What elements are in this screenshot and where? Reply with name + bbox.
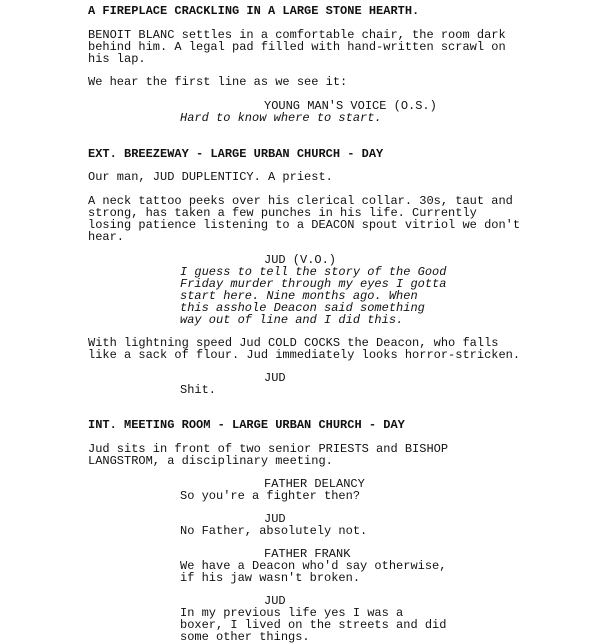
character-cue-jud: JUD [264, 594, 286, 608]
dialogue-line: We have a Deacon who'd say otherwise, [180, 559, 447, 573]
scene-heading-meeting-room: INT. MEETING ROOM - LARGE URBAN CHURCH - DAY [88, 418, 405, 432]
dialogue-line: boxer, I lived on the streets and did [180, 618, 447, 632]
action-line: losing patience listening to a DEACON spout vitriol we don't [88, 218, 521, 232]
scene-heading-breezeway: EXT. BREEZEWAY - LARGE URBAN CHURCH - DAY [88, 147, 384, 161]
action-line: behind him. A legal pad filled with hand-written scrawl on [88, 40, 506, 54]
character-cue-jud-vo: JUD (V.O.) [264, 253, 337, 267]
dialogue-line: So you're a fighter then? [180, 489, 361, 503]
action-line: LANGSTROM, a disciplinary meeting. [88, 454, 333, 468]
character-cue-jud: JUD [264, 512, 286, 526]
action-line: strong, has taken a few punches in his life. Currently [88, 206, 477, 220]
dialogue-line: Hard to know where to start. [180, 111, 382, 125]
dialogue-line: I guess to tell the story of the Good [180, 265, 447, 279]
character-cue-father-delancy: FATHER DELANCY [264, 477, 365, 491]
action-line: We hear the first line as we see it: [88, 75, 348, 89]
action-line: his lap. [88, 52, 146, 66]
dialogue-line: Shit. [180, 383, 217, 397]
action-line: BENOIT BLANC settles in a comfortable chair, the room dark [88, 28, 506, 42]
dialogue-line: way out of line and I did this. [180, 313, 404, 327]
action-line: With lightning speed Jud COLD COCKS the Deacon, who falls [88, 336, 499, 350]
dialogue-line: start here. Nine months ago. When [180, 289, 418, 303]
character-cue-jud: JUD [264, 371, 286, 385]
dialogue-line: Friday murder through my eyes I gotta [180, 277, 447, 291]
action-line: hear. [88, 230, 125, 244]
character-cue-father-frank: FATHER FRANK [264, 547, 351, 561]
dialogue-line: some other things. [180, 630, 310, 644]
action-line: Jud sits in front of two senior PRIESTS and BISHOP [88, 442, 449, 456]
action-line: Our man, JUD DUPLENTICY. A priest. [88, 170, 333, 184]
character-cue-young-man: YOUNG MAN'S VOICE (O.S.) [264, 99, 437, 113]
dialogue-line: No Father, absolutely not. [180, 524, 368, 538]
scene-heading-fireplace: A FIREPLACE CRACKLING IN A LARGE STONE HEARTH. [88, 4, 420, 18]
action-line: like a sack of flour. Jud immediately looks horror-stricken. [88, 348, 521, 362]
dialogue-line: if his jaw wasn't broken. [180, 571, 361, 585]
dialogue-line: In my previous life yes I was a [180, 606, 404, 620]
action-line: A neck tattoo peeks over his clerical collar. 30s, taut and [88, 194, 513, 208]
dialogue-line: this asshole Deacon said something [180, 301, 425, 315]
